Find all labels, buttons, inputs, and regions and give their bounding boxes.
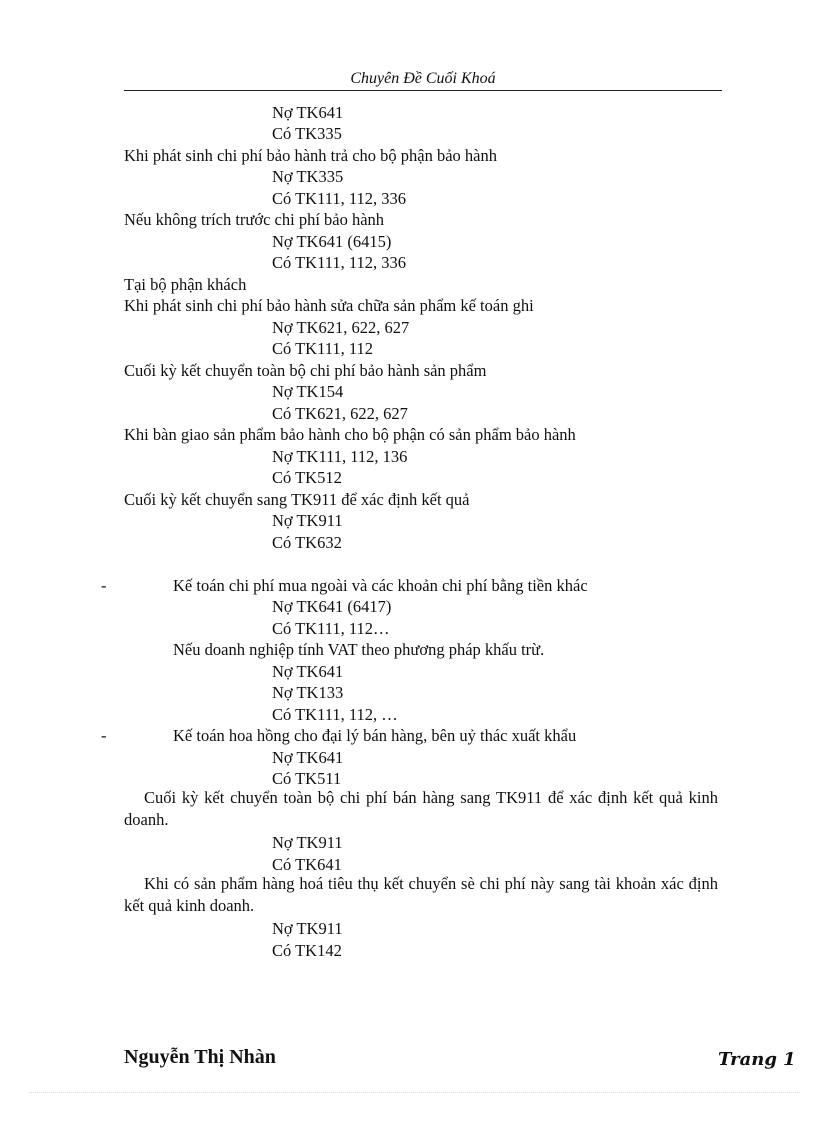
entry-line: Nợ TK911: [272, 833, 343, 852]
entry-line: Nợ TK641: [272, 103, 344, 122]
entry-line: Có TK111, 112, …: [272, 705, 398, 724]
entry-line: Có TK511: [272, 769, 342, 788]
entry-line: Có TK641: [272, 855, 342, 874]
entry-line: Có TK142: [272, 941, 342, 960]
bullet-text: Kế toán chi phí mua ngoài và các khoản chi phí bằng tiền khác: [173, 576, 588, 595]
text-line: Khi bàn giao sản phẩm bảo hành cho bộ phận có sản phẩm bảo hành: [124, 425, 576, 444]
entry-line: Nợ TK133: [272, 683, 344, 702]
page-number: Trang 1: [718, 1049, 796, 1070]
header-title: Chuyên Đề Cuối Khoá: [350, 70, 496, 87]
entry-line: Nợ TK621, 622, 627: [272, 318, 410, 337]
entry-line: Có TK335: [272, 124, 342, 143]
entry-line: Nợ TK111, 112, 136: [272, 447, 408, 466]
entry-line: Nợ TK154: [272, 382, 344, 401]
text-line: Tại bộ phận khách: [124, 275, 247, 294]
entry-line: Có TK111, 112, 336: [272, 189, 406, 208]
text-line: Khi phát sinh chi phí bảo hành trả cho bộ phận bảo hành: [124, 146, 497, 165]
entry-line: Nợ TK641: [272, 662, 344, 681]
entry-line: Có TK512: [272, 468, 342, 487]
entry-line: Có TK632: [272, 533, 342, 552]
entry-line: Nợ TK641: [272, 748, 344, 767]
bottom-divider: [30, 1092, 800, 1093]
entry-line: Có TK621, 622, 627: [272, 404, 408, 423]
entry-line: Nợ TK641 (6415): [272, 232, 392, 251]
text-line: Nếu không trích trước chi phí bảo hành: [124, 210, 385, 229]
bullet-text: Kế toán hoa hồng cho đại lý bán hàng, bên uỷ thác xuất khẩu: [173, 726, 577, 745]
bullet-dash: -: [101, 726, 107, 745]
closing-paragraph: Khi có sản phẩm hàng hoá tiêu thụ kết chuyển sè chi phí này sang tài khoản xác định kết quả kinh doanh.: [124, 874, 718, 915]
entry-line: Nợ TK911: [272, 511, 343, 530]
entry-line: Có TK111, 112, 336: [272, 253, 406, 272]
page-header: [124, 68, 722, 91]
author-name: Nguyễn Thị Nhàn: [124, 1046, 276, 1068]
text-line: Cuối kỳ kết chuyển sang TK911 để xác định kết quả: [124, 490, 470, 509]
entry-line: Nợ TK911: [272, 919, 343, 938]
entry-line: Có TK111, 112: [272, 339, 373, 358]
text-line: Nếu doanh nghiệp tính VAT theo phương pháp khấu trừ.: [173, 640, 545, 659]
entry-line: Có TK111, 112…: [272, 619, 390, 638]
entry-line: Nợ TK335: [272, 167, 344, 186]
text-line: Khi phát sinh chi phí bảo hành sửa chữa sản phẩm kế toán ghi: [124, 296, 534, 315]
entry-line: Nợ TK641 (6417): [272, 597, 392, 616]
text-line: Cuối kỳ kết chuyển toàn bộ chi phí bảo hành sản phẩm: [124, 361, 487, 380]
closing-paragraph: Cuối kỳ kết chuyển toàn bộ chi phí bán hàng sang TK911 để xác định kết quả kinh doanh.: [124, 788, 718, 829]
bullet-dash: -: [101, 576, 107, 595]
